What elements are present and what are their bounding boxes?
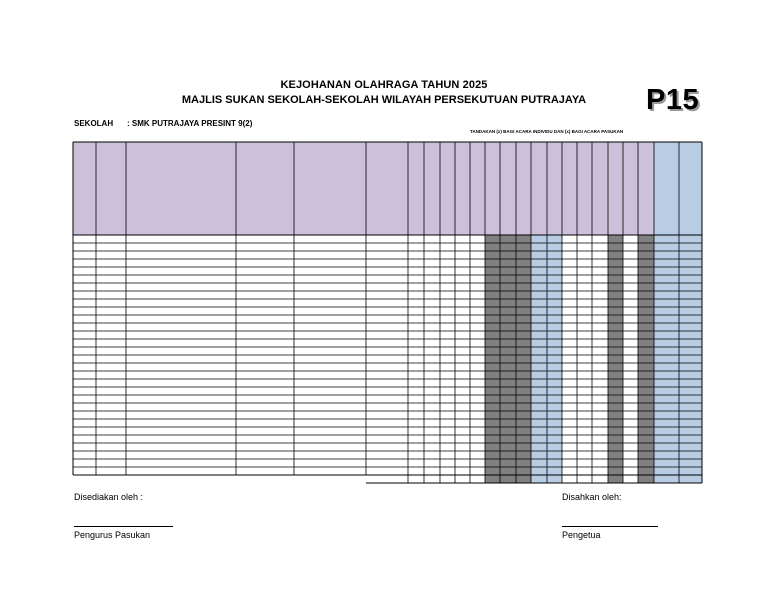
- body-column-fill: [516, 235, 531, 483]
- header-cell: [455, 142, 470, 235]
- approved-signature-line: [562, 526, 658, 527]
- header-cell: [408, 142, 424, 235]
- form-code: P15: [646, 84, 700, 116]
- body-column-fill: [638, 235, 654, 483]
- header-cell: [638, 142, 654, 235]
- approved-by-label: Disahkan oleh:: [562, 492, 622, 502]
- prepared-signature-line: [74, 526, 173, 527]
- header-cell: [424, 142, 440, 235]
- header-cell: [547, 142, 562, 235]
- header-cell: [236, 142, 294, 235]
- header-cell: [608, 142, 623, 235]
- title-line-1: KEJOHANAN OLAHRAGA TAHUN 2025: [280, 79, 488, 91]
- header-cell: [440, 142, 455, 235]
- header-cell: [470, 142, 485, 235]
- title-line-2: MAJLIS SUKAN SEKOLAH-SEKOLAH WILAYAH PERSEKUTUAN PUTRAJAYA: [181, 94, 587, 106]
- header-cell: [592, 142, 608, 235]
- instruction-note: TANDAKAN (x) BAGI ACARA INDIVIDU DAN (x) BAGI ACARA PASUKAN: [470, 129, 624, 134]
- body-column-fill: [608, 235, 623, 483]
- body-column-fill: [500, 235, 516, 483]
- prepared-by-label: Disediakan oleh :: [74, 492, 144, 502]
- header-cell: [679, 142, 702, 235]
- body-column-fill: [547, 235, 562, 483]
- prepared-role-label: Pengurus Pasukan: [74, 530, 151, 540]
- header-cell: [73, 142, 96, 235]
- body-column-fill: [679, 235, 702, 483]
- header-cell: [577, 142, 592, 235]
- school-name: : SMK PUTRAJAYA PRESINT 9(2): [127, 119, 253, 128]
- body-column-fill: [531, 235, 547, 483]
- school-label: SEKOLAH: [74, 119, 114, 128]
- header-cell: [126, 142, 236, 235]
- header-cell: [654, 142, 679, 235]
- header-cell: [516, 142, 531, 235]
- body-column-fill: [654, 235, 679, 483]
- header-cell: [531, 142, 547, 235]
- header-cell: [96, 142, 126, 235]
- header-cell: [500, 142, 516, 235]
- header-cell: [562, 142, 577, 235]
- header-cell: [366, 142, 408, 235]
- approved-role-label: Pengetua: [562, 530, 601, 540]
- header-cell: [485, 142, 500, 235]
- header-cell: [623, 142, 638, 235]
- body-column-fill: [485, 235, 500, 483]
- header-cell: [294, 142, 366, 235]
